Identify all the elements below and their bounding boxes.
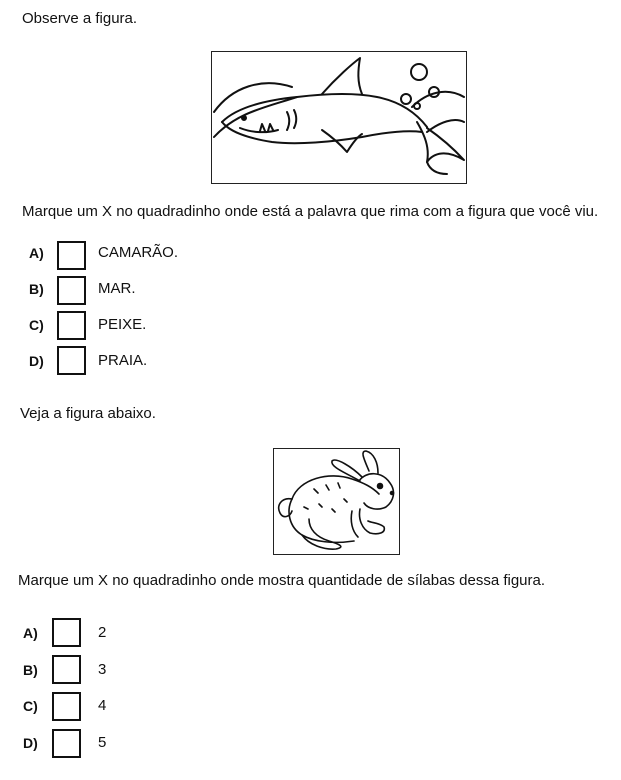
option-letter: C) [29, 317, 44, 333]
checkbox-option-d[interactable] [52, 729, 81, 758]
intro-text-1: Observe a figura. [22, 10, 138, 27]
rabbit-figure [273, 448, 400, 555]
checkbox-option-c[interactable] [57, 311, 86, 340]
option-letter: A) [23, 625, 38, 641]
option-text: CAMARÃO. [98, 244, 179, 261]
rabbit-illustration [274, 449, 398, 553]
option-letter: D) [23, 735, 38, 751]
option-text: 4 [98, 697, 107, 714]
checkbox-option-a[interactable] [52, 618, 81, 647]
option-text: 3 [98, 661, 107, 678]
intro-text-2: Veja a figura abaixo. [20, 405, 156, 422]
option-letter: D) [29, 353, 44, 369]
option-text: PRAIA. [98, 352, 148, 369]
option-text: MAR. [98, 280, 136, 297]
question-text-1: Marque um X no quadradinho onde está a palavra que rima com a figura que você viu. [22, 203, 599, 220]
shark-figure [211, 51, 467, 184]
checkbox-option-b[interactable] [57, 276, 86, 305]
option-letter: B) [23, 662, 38, 678]
checkbox-option-b[interactable] [52, 655, 81, 684]
question-text-2: Marque um X no quadradinho onde mostra quantidade de sílabas dessa figura. [18, 572, 546, 589]
checkbox-option-d[interactable] [57, 346, 86, 375]
option-text: 2 [98, 624, 107, 641]
shark-illustration [212, 52, 465, 182]
option-text: PEIXE. [98, 316, 147, 333]
checkbox-option-c[interactable] [52, 692, 81, 721]
option-letter: B) [29, 281, 44, 297]
option-letter: A) [29, 245, 44, 261]
option-text: 5 [98, 734, 107, 751]
checkbox-option-a[interactable] [57, 241, 86, 270]
option-letter: C) [23, 698, 38, 714]
